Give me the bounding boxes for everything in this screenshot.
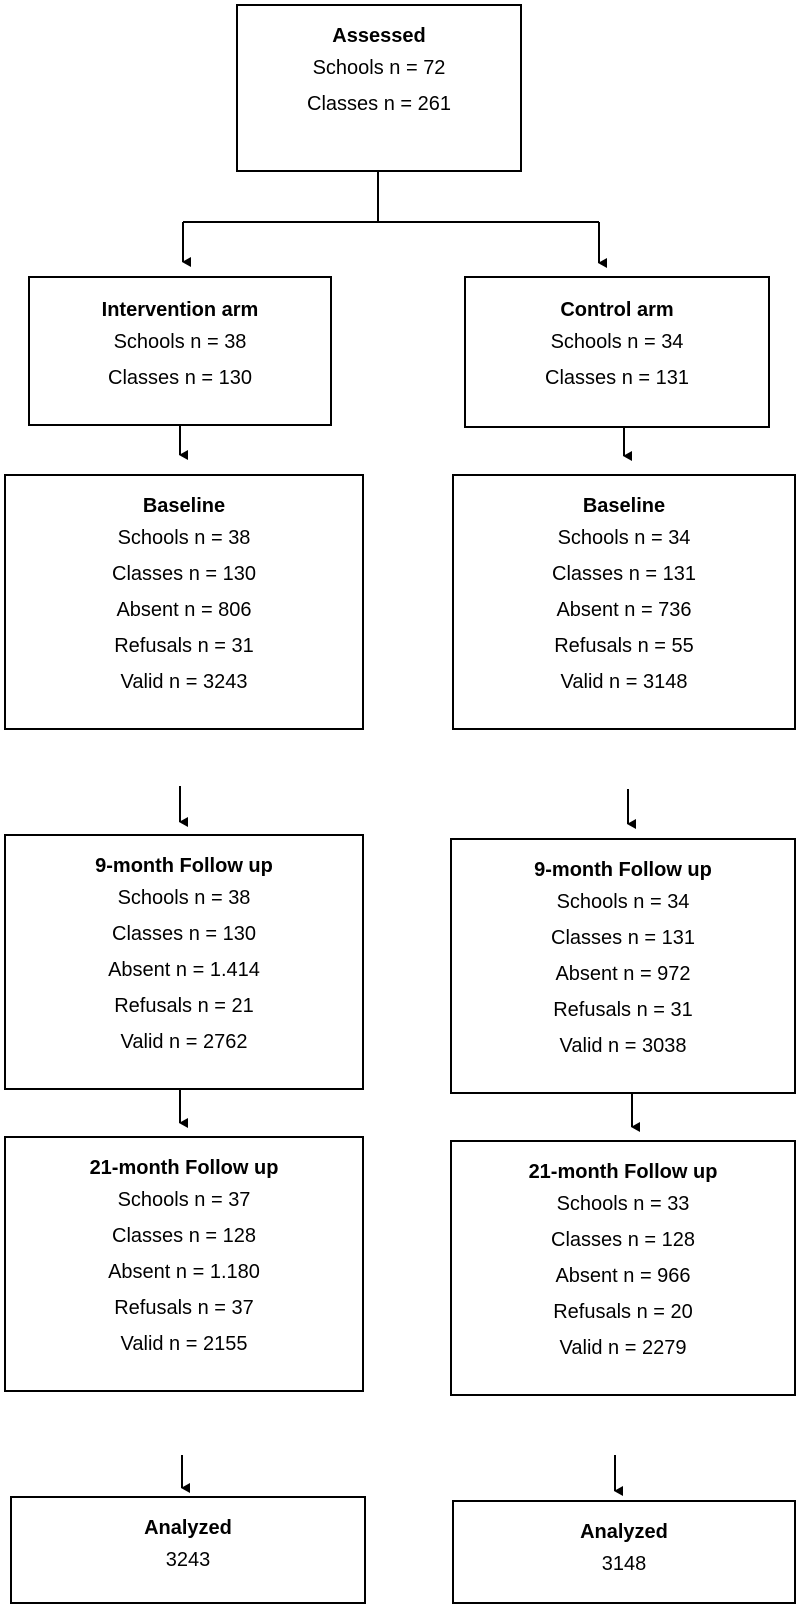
intervention-baseline-schools: Schools n = 38 [117,527,251,549]
intervention-9m-box [4,834,364,1090]
control-arm-classes: Classes n = 131 [545,367,689,389]
control-9m-absent: Absent n = 972 [555,963,691,985]
intervention-baseline-title: Baseline [142,495,226,517]
control-baseline-classes: Classes n = 131 [552,563,696,585]
control-baseline-box [452,474,796,730]
control-analyzed-box [452,1500,796,1604]
intervention-arm-classes: Classes n = 130 [108,367,252,389]
intervention-9m-title: 9-month Follow up [95,855,273,877]
intervention-baseline-box [4,474,364,730]
assessed-schools: Schools n = 72 [312,57,446,79]
control-21m-schools: Schools n = 33 [556,1193,690,1215]
control-21m-title: 21-month Follow up [528,1161,718,1183]
control-analyzed-value: 3148 [601,1553,647,1575]
intervention-9m-refusals: Refusals n = 21 [114,995,254,1017]
control-arm-box [464,276,770,428]
assessed-box [236,4,522,172]
control-21m-absent: Absent n = 966 [555,1265,691,1287]
intervention-21m-schools: Schools n = 37 [117,1189,251,1211]
intervention-9m-valid: Valid n = 2762 [120,1031,248,1053]
control-baseline-valid: Valid n = 3148 [560,671,688,693]
control-baseline-absent: Absent n = 736 [556,599,692,621]
control-baseline-refusals: Refusals n = 55 [554,635,694,657]
control-baseline-title: Baseline [582,495,666,517]
intervention-21m-title: 21-month Follow up [89,1157,279,1179]
control-9m-title: 9-month Follow up [534,859,712,881]
control-21m-box [450,1140,796,1396]
intervention-analyzed-box [10,1496,366,1604]
intervention-arm-box [28,276,332,426]
intervention-21m-absent: Absent n = 1.180 [108,1261,260,1283]
control-analyzed-title: Analyzed [580,1521,668,1543]
control-21m-classes: Classes n = 128 [551,1229,695,1251]
intervention-21m-valid: Valid n = 2155 [120,1333,248,1355]
intervention-analyzed-title: Analyzed [144,1517,232,1539]
control-baseline-schools: Schools n = 34 [557,527,691,549]
intervention-9m-absent: Absent n = 1.414 [108,959,260,981]
intervention-9m-classes: Classes n = 130 [112,923,256,945]
intervention-21m-refusals: Refusals n = 37 [114,1297,254,1319]
control-21m-refusals: Refusals n = 20 [553,1301,693,1323]
assessed-classes: Classes n = 261 [307,93,451,115]
control-arm-title: Control arm [560,299,674,321]
control-9m-box [450,838,796,1094]
control-arm-schools: Schools n = 34 [550,331,684,353]
intervention-9m-schools: Schools n = 38 [117,887,251,909]
control-21m-valid: Valid n = 2279 [559,1337,687,1359]
assessed-title: Assessed [332,25,426,47]
intervention-arm-schools: Schools n = 38 [113,331,247,353]
control-9m-refusals: Refusals n = 31 [553,999,693,1021]
intervention-arm-title: Intervention arm [101,299,259,321]
control-9m-schools: Schools n = 34 [556,891,690,913]
intervention-baseline-valid: Valid n = 3243 [120,671,248,693]
control-9m-valid: Valid n = 3038 [559,1035,687,1057]
intervention-baseline-refusals: Refusals n = 31 [114,635,254,657]
intervention-21m-classes: Classes n = 128 [112,1225,256,1247]
intervention-baseline-classes: Classes n = 130 [112,563,256,585]
intervention-21m-box [4,1136,364,1392]
intervention-baseline-absent: Absent n = 806 [116,599,252,621]
control-9m-classes: Classes n = 131 [551,927,695,949]
intervention-analyzed-value: 3243 [165,1549,211,1571]
